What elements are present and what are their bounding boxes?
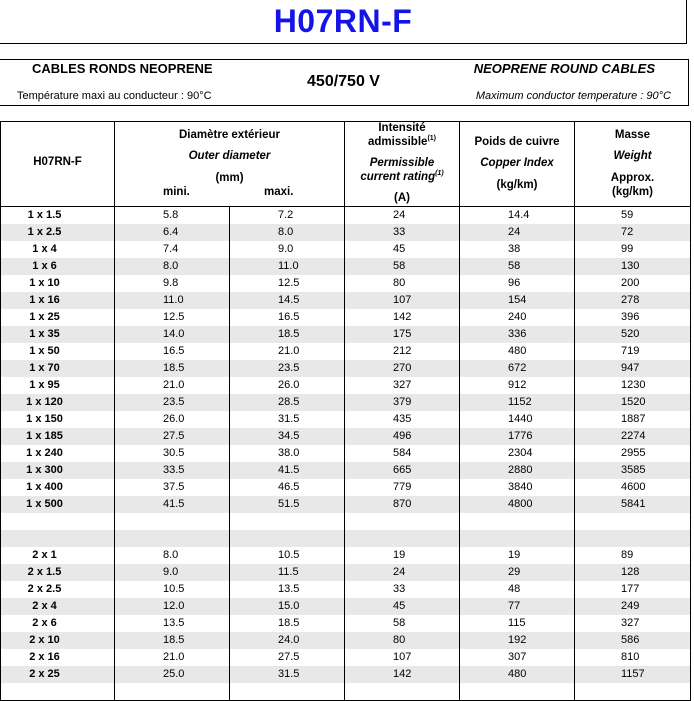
table-row xyxy=(1,479,691,496)
cell-diameter-max: 11.0 xyxy=(230,258,345,275)
cell-type: 2 x 16 xyxy=(1,649,115,666)
cell-copper: 336 xyxy=(460,326,575,343)
cell-current: 45 xyxy=(345,241,460,258)
table-row xyxy=(1,666,691,683)
cell-diameter-min: 12.5 xyxy=(115,309,230,326)
cell-diameter-min: 5.8 xyxy=(115,207,230,225)
header-type-label: H07RN-F xyxy=(33,156,82,168)
cell-diameter-max: 24.0 xyxy=(230,632,345,649)
cell-current: 107 xyxy=(345,292,460,309)
cell-mass: 719 xyxy=(575,343,691,360)
table-header-row xyxy=(1,122,691,207)
cell-copper: 48 xyxy=(460,581,575,598)
cell-diameter-max: 18.5 xyxy=(230,615,345,632)
cell-mass: 327 xyxy=(575,615,691,632)
cell-diameter-min xyxy=(115,513,230,530)
table-row xyxy=(1,649,691,666)
cell-current: 33 xyxy=(345,224,460,241)
cell-mass xyxy=(575,683,691,701)
cell-mass: 2274 xyxy=(575,428,691,445)
table-row xyxy=(1,615,691,632)
cell-diameter-max: 34.5 xyxy=(230,428,345,445)
header-current-unit: (A) xyxy=(394,192,410,204)
cell-diameter-min: 30.5 xyxy=(115,445,230,462)
cell-mass: 89 xyxy=(575,547,691,564)
cell-mass: 520 xyxy=(575,326,691,343)
cell-current xyxy=(345,530,460,547)
header-copper-fr: Poids de cuivre xyxy=(474,136,560,148)
cell-current: 665 xyxy=(345,462,460,479)
table-row xyxy=(1,411,691,428)
table-row xyxy=(1,275,691,292)
cell-mass: 4600 xyxy=(575,479,691,496)
table-row xyxy=(1,343,691,360)
cell-current: 24 xyxy=(345,207,460,225)
cell-current: 779 xyxy=(345,479,460,496)
cell-type: 2 x 25 xyxy=(1,666,115,683)
cell-mass: 99 xyxy=(575,241,691,258)
cell-type: 1 x 185 xyxy=(1,428,115,445)
cell-diameter-max: 27.5 xyxy=(230,649,345,666)
cell-type: 1 x 10 xyxy=(1,275,115,292)
cell-diameter-max: 51.5 xyxy=(230,496,345,513)
header-current-fr2-wrap xyxy=(345,136,459,148)
cell-diameter-max: 26.0 xyxy=(230,377,345,394)
cell-diameter-max: 28.5 xyxy=(230,394,345,411)
cell-copper: 4800 xyxy=(460,496,575,513)
cell-copper: 2304 xyxy=(460,445,575,462)
cell-current: 379 xyxy=(345,394,460,411)
table-row xyxy=(1,360,691,377)
cell-current: 327 xyxy=(345,377,460,394)
cell-current: 212 xyxy=(345,343,460,360)
header-copper-unit: (kg/km) xyxy=(496,179,538,191)
cell-copper xyxy=(460,513,575,530)
cell-current: 496 xyxy=(345,428,460,445)
cell-diameter-max: 13.5 xyxy=(230,581,345,598)
cell-type: 1 x 25 xyxy=(1,309,115,326)
cell-current: 80 xyxy=(345,275,460,292)
header-mass xyxy=(575,122,691,207)
table-row xyxy=(1,326,691,343)
cell-diameter-max xyxy=(230,513,345,530)
cell-current: 175 xyxy=(345,326,460,343)
cell-current: 19 xyxy=(345,547,460,564)
cell-mass: 59 xyxy=(575,207,691,225)
cell-mass: 947 xyxy=(575,360,691,377)
cell-type: 1 x 240 xyxy=(1,445,115,462)
table-row xyxy=(1,258,691,275)
cell-copper: 1440 xyxy=(460,411,575,428)
cell-type: 1 x 4 xyxy=(1,241,115,258)
table-row xyxy=(1,683,691,701)
cell-type: 2 x 1 xyxy=(1,547,115,564)
header-voltage: 450/750 V xyxy=(307,73,380,90)
header-mass-unit: (kg/km) xyxy=(612,186,653,198)
cell-mass: 3585 xyxy=(575,462,691,479)
header-mini: mini. xyxy=(163,186,190,198)
cell-type: 2 x 1.5 xyxy=(1,564,115,581)
cell-diameter-min: 41.5 xyxy=(115,496,230,513)
header-current-en: Permissible xyxy=(369,157,435,169)
cell-diameter-min: 26.0 xyxy=(115,411,230,428)
cell-mass: 2955 xyxy=(575,445,691,462)
header-mass-en: Weight xyxy=(613,150,652,162)
cell-copper: 96 xyxy=(460,275,575,292)
header-diameter-fr: Diamètre extérieur xyxy=(179,129,280,141)
cell-copper: 154 xyxy=(460,292,575,309)
cell-diameter-max: 11.5 xyxy=(230,564,345,581)
cell-diameter-min: 21.0 xyxy=(115,649,230,666)
cell-diameter-max: 7.2 xyxy=(230,207,345,225)
cell-type: 1 x 50 xyxy=(1,343,115,360)
cell-copper: 1152 xyxy=(460,394,575,411)
cell-current: 58 xyxy=(345,615,460,632)
cell-mass: 586 xyxy=(575,632,691,649)
cell-mass xyxy=(575,513,691,530)
cell-mass: 177 xyxy=(575,581,691,598)
cell-diameter-min: 12.0 xyxy=(115,598,230,615)
table-row xyxy=(1,309,691,326)
cell-type: 1 x 1.5 xyxy=(1,207,115,225)
cell-copper: 912 xyxy=(460,377,575,394)
cell-diameter-min xyxy=(115,530,230,547)
cell-copper: 38 xyxy=(460,241,575,258)
cell-copper: 672 xyxy=(460,360,575,377)
cell-mass: 1230 xyxy=(575,377,691,394)
table-row xyxy=(1,564,691,581)
cell-diameter-max xyxy=(230,530,345,547)
cell-diameter-min: 8.0 xyxy=(115,547,230,564)
cell-diameter-max: 9.0 xyxy=(230,241,345,258)
cell-copper: 77 xyxy=(460,598,575,615)
cell-current: 270 xyxy=(345,360,460,377)
cell-diameter-max: 41.5 xyxy=(230,462,345,479)
cell-diameter-max xyxy=(230,683,345,701)
cell-mass: 1520 xyxy=(575,394,691,411)
cell-current: 870 xyxy=(345,496,460,513)
cable-table xyxy=(0,121,691,701)
cell-current: 142 xyxy=(345,666,460,683)
cell-current: 435 xyxy=(345,411,460,428)
table-row xyxy=(1,462,691,479)
cell-diameter-min: 18.5 xyxy=(115,632,230,649)
cell-diameter-min: 11.0 xyxy=(115,292,230,309)
table-row xyxy=(1,530,691,547)
cell-type: 2 x 10 xyxy=(1,632,115,649)
cell-copper: 58 xyxy=(460,258,575,275)
cell-diameter-min: 14.0 xyxy=(115,326,230,343)
cell-diameter-max: 10.5 xyxy=(230,547,345,564)
table-row xyxy=(1,445,691,462)
cell-diameter-min: 37.5 xyxy=(115,479,230,496)
cell-diameter-max: 12.5 xyxy=(230,275,345,292)
cell-current: 45 xyxy=(345,598,460,615)
cell-current xyxy=(345,683,460,701)
cell-copper: 2880 xyxy=(460,462,575,479)
cell-diameter-min: 33.5 xyxy=(115,462,230,479)
cell-diameter-min: 16.5 xyxy=(115,343,230,360)
cell-diameter-min: 9.0 xyxy=(115,564,230,581)
cell-copper: 24 xyxy=(460,224,575,241)
cell-current xyxy=(345,513,460,530)
table-row xyxy=(1,598,691,615)
header-current-sup2: (1) xyxy=(435,170,444,178)
cell-diameter-min: 6.4 xyxy=(115,224,230,241)
header-current-fr: Intensité xyxy=(378,122,426,134)
table-row xyxy=(1,207,691,225)
cell-copper: 1776 xyxy=(460,428,575,445)
cell-type xyxy=(1,530,115,547)
cell-diameter-max: 31.5 xyxy=(230,411,345,428)
header-current xyxy=(345,122,460,207)
cell-type: 1 x 150 xyxy=(1,411,115,428)
cell-mass: 1157 xyxy=(575,666,691,683)
header-diameter-unit: (mm) xyxy=(215,172,244,184)
cell-diameter-min xyxy=(115,683,230,701)
header-diameter-en: Outer diameter xyxy=(188,150,271,162)
cell-copper: 3840 xyxy=(460,479,575,496)
cell-type: 1 x 300 xyxy=(1,462,115,479)
cell-type: 1 x 400 xyxy=(1,479,115,496)
cell-diameter-max: 15.0 xyxy=(230,598,345,615)
cell-current: 584 xyxy=(345,445,460,462)
cell-diameter-min: 10.5 xyxy=(115,581,230,598)
cell-current: 33 xyxy=(345,581,460,598)
table-row xyxy=(1,428,691,445)
cell-current: 107 xyxy=(345,649,460,666)
cell-mass: 5841 xyxy=(575,496,691,513)
cell-type: 1 x 70 xyxy=(1,360,115,377)
cell-mass: 128 xyxy=(575,564,691,581)
header-current-sup1: (1) xyxy=(427,135,436,143)
table-row xyxy=(1,394,691,411)
cell-mass xyxy=(575,530,691,547)
cell-mass: 396 xyxy=(575,309,691,326)
header-right-title: NEOPRENE ROUND CABLES xyxy=(473,61,655,76)
cell-diameter-max: 8.0 xyxy=(230,224,345,241)
cell-mass: 200 xyxy=(575,275,691,292)
cell-mass: 249 xyxy=(575,598,691,615)
header-copper-en: Copper Index xyxy=(480,157,554,169)
cell-diameter-max: 23.5 xyxy=(230,360,345,377)
header-left-subtitle: Température maxi au conducteur : 90°C xyxy=(17,90,212,102)
cell-type: 1 x 95 xyxy=(1,377,115,394)
cell-type: 2 x 6 xyxy=(1,615,115,632)
header-type xyxy=(1,122,115,207)
cell-diameter-min: 21.0 xyxy=(115,377,230,394)
header-mass-approx: Approx. xyxy=(610,172,655,184)
cell-type: 1 x 2.5 xyxy=(1,224,115,241)
cell-diameter-min: 8.0 xyxy=(115,258,230,275)
cell-diameter-min: 9.8 xyxy=(115,275,230,292)
cell-type: 1 x 6 xyxy=(1,258,115,275)
cell-type: 1 x 16 xyxy=(1,292,115,309)
cell-type: 2 x 4 xyxy=(1,598,115,615)
cell-copper: 192 xyxy=(460,632,575,649)
header-current-fr2: admissible xyxy=(367,136,428,148)
cell-mass: 72 xyxy=(575,224,691,241)
header-diameter xyxy=(115,122,345,207)
cell-diameter-max: 31.5 xyxy=(230,666,345,683)
cell-copper xyxy=(460,683,575,701)
header-right-subtitle: Maximum conductor temperature : 90°C xyxy=(475,90,671,102)
cell-type xyxy=(1,683,115,701)
cell-copper: 19 xyxy=(460,547,575,564)
cell-copper: 240 xyxy=(460,309,575,326)
cell-type: 2 x 2.5 xyxy=(1,581,115,598)
cell-diameter-min: 13.5 xyxy=(115,615,230,632)
cell-copper xyxy=(460,530,575,547)
cell-type: 1 x 500 xyxy=(1,496,115,513)
cell-diameter-min: 27.5 xyxy=(115,428,230,445)
cell-copper: 480 xyxy=(460,666,575,683)
header-mass-fr: Masse xyxy=(614,129,651,141)
cell-type: 1 x 120 xyxy=(1,394,115,411)
cell-diameter-min: 23.5 xyxy=(115,394,230,411)
header-maxi: maxi. xyxy=(264,186,294,198)
cell-current: 58 xyxy=(345,258,460,275)
header-current-en2: current rating xyxy=(360,171,436,183)
table-row xyxy=(1,513,691,530)
cell-mass: 130 xyxy=(575,258,691,275)
table-row xyxy=(1,496,691,513)
cell-current: 80 xyxy=(345,632,460,649)
table-row xyxy=(1,377,691,394)
cell-diameter-max: 14.5 xyxy=(230,292,345,309)
table-row xyxy=(1,241,691,258)
cell-copper: 307 xyxy=(460,649,575,666)
cell-diameter-max: 18.5 xyxy=(230,326,345,343)
table-body xyxy=(1,207,691,701)
header-current-en2-wrap xyxy=(345,171,459,183)
cell-current: 142 xyxy=(345,309,460,326)
table-row xyxy=(1,292,691,309)
table-row xyxy=(1,547,691,564)
cell-mass: 1887 xyxy=(575,411,691,428)
cell-diameter-max: 46.5 xyxy=(230,479,345,496)
cell-diameter-max: 21.0 xyxy=(230,343,345,360)
header-left-title: CABLES RONDS NEOPRENE xyxy=(32,61,213,76)
cell-mass: 278 xyxy=(575,292,691,309)
header-copper xyxy=(460,122,575,207)
cell-diameter-max: 38.0 xyxy=(230,445,345,462)
table-row xyxy=(1,632,691,649)
cell-diameter-min: 7.4 xyxy=(115,241,230,258)
cell-type xyxy=(1,513,115,530)
page-title: H07RN-F xyxy=(273,3,413,39)
title-box xyxy=(0,0,687,44)
cell-copper: 115 xyxy=(460,615,575,632)
cell-diameter-min: 18.5 xyxy=(115,360,230,377)
cell-type: 1 x 35 xyxy=(1,326,115,343)
cell-mass: 810 xyxy=(575,649,691,666)
table-row xyxy=(1,224,691,241)
cell-diameter-min: 25.0 xyxy=(115,666,230,683)
cell-copper: 14.4 xyxy=(460,207,575,225)
cell-current: 24 xyxy=(345,564,460,581)
header-box xyxy=(0,59,689,106)
cell-copper: 29 xyxy=(460,564,575,581)
table-row xyxy=(1,581,691,598)
cell-copper: 480 xyxy=(460,343,575,360)
cell-diameter-max: 16.5 xyxy=(230,309,345,326)
